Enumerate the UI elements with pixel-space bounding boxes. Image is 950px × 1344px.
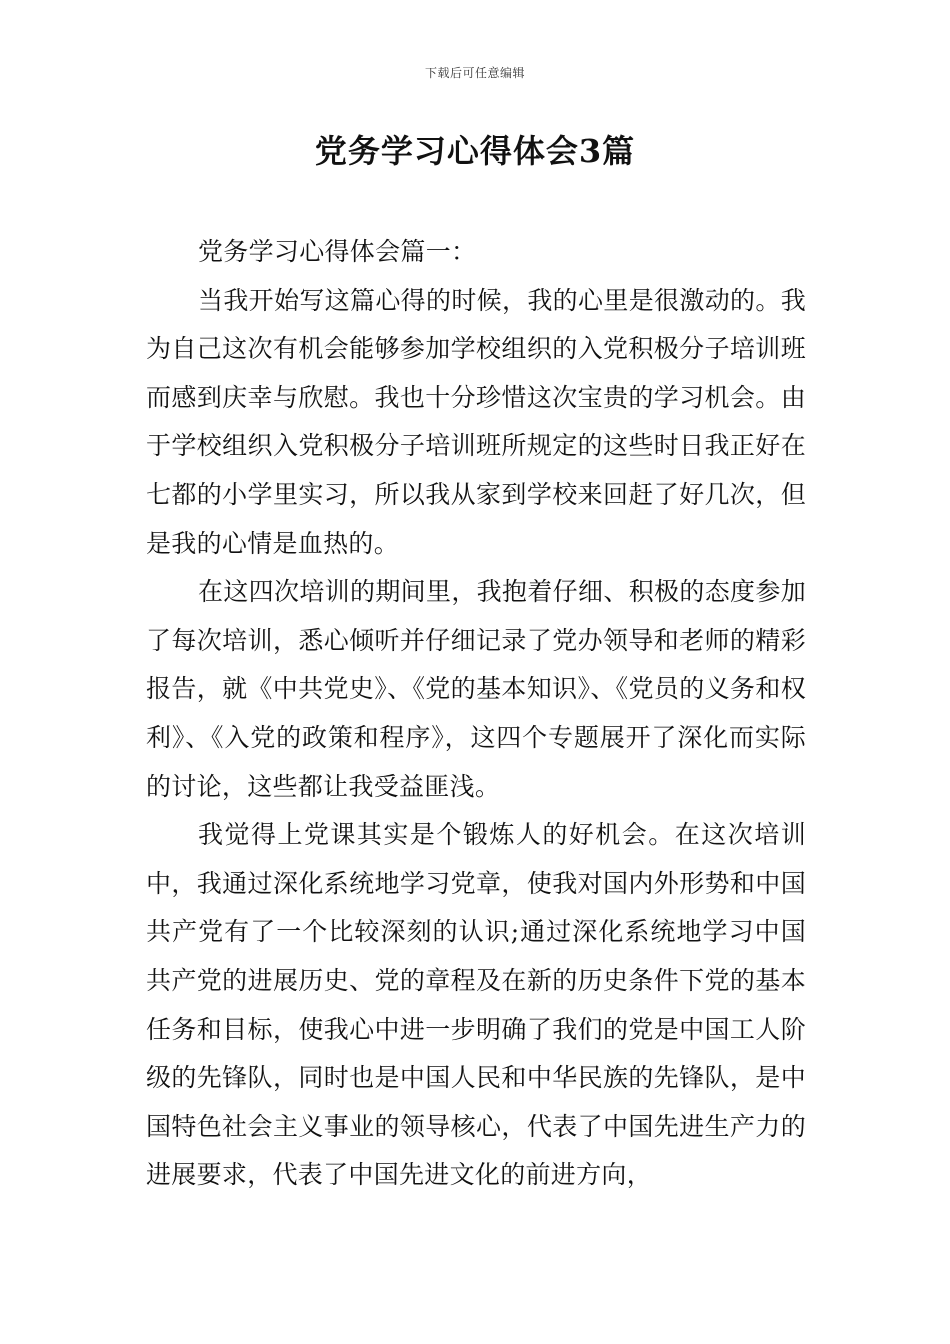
section-heading: 党务学习心得体会篇一：: [198, 237, 477, 266]
document-body: [146, 228, 806, 1200]
paragraph: 我觉得上党课其实是个锻炼人的好机会。在这次培训中，我通过深化系统地学习党章，使我对国内外形势和中国共产党有了一个比较深刻的认识;通过深化系统地学习中国共产党的进展历史、党的章程及在新的历史条件下党的基本任务和目标，使我心中进一步明确了我们的党是中国工人阶级的先锋队，同时也是中国人民和中华民族的先锋队，是中国特色社会主义事业的领导核心，代表了中国先进生产力的进展要求，代表了中国先进文化的前进方向，: [146, 820, 806, 1190]
header-note: 下载后可任意编辑: [424, 66, 525, 80]
paragraph: 当我开始写这篇心得的时候，我的心里是很激动的。我为自己这次有机会能够参加学校组织的入党积极分子培训班而感到庆幸与欣慰。我也十分珍惜这次宝贵的学习机会。由于学校组织入党积极分子培训班所规定的这些时日我正好在七都的小学里实习，所以我从家到学校来回赶了好几次，但是我的心情是血热的。: [146, 285, 806, 558]
paragraph: 在这四次培训的期间里，我抱着仔细、积极的态度参加了每次培训，悉心倾听并仔细记录了党办领导和老师的精彩报告，就《中共党史》、《党的基本知识》、《党员的义务和权利》、《入党的政策和程序》，这四个专题展开了深化而实际的讨论，这些都让我受益匪浅。: [146, 577, 806, 801]
document-title: 党务学习心得体会3篇: [314, 132, 636, 170]
